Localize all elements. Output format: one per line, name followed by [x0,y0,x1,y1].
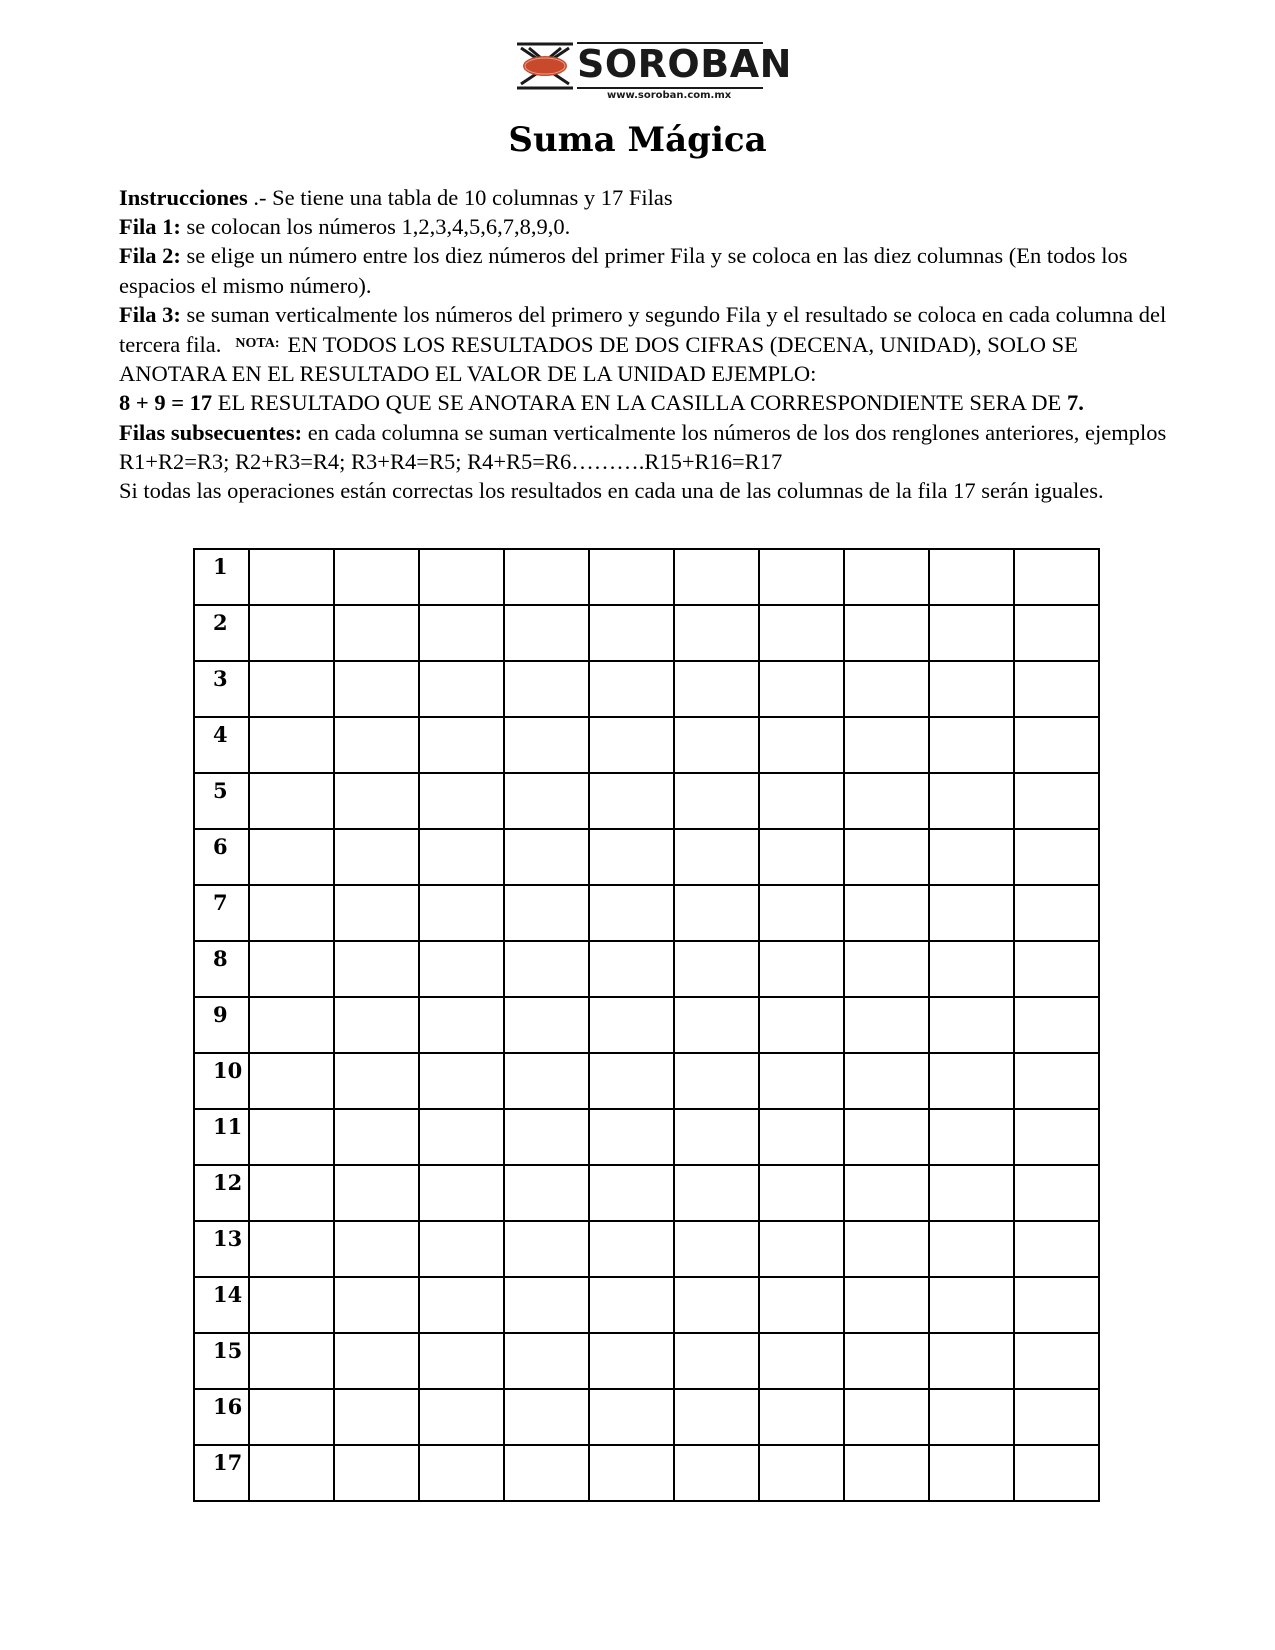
answer-cell[interactable] [589,1277,674,1333]
answer-cell[interactable] [504,1445,589,1501]
answer-cell[interactable] [929,605,1014,661]
answer-cell[interactable] [674,1109,759,1165]
example-text: EL RESULTADO QUE SE ANOTARA EN LA CASILLA CORRESPONDIENTE SERA DE [212,390,1067,416]
answer-cell[interactable] [929,773,1014,829]
answer-cell[interactable] [504,885,589,941]
answer-cell[interactable] [589,661,674,717]
grid-row [194,829,1099,885]
grid-row [194,773,1099,829]
answer-cell[interactable] [419,1109,504,1165]
answer-cell[interactable] [844,885,929,941]
answer-cell[interactable] [249,661,334,717]
answer-cell[interactable] [419,1389,504,1445]
answer-cell[interactable] [759,941,844,997]
answer-cell[interactable] [929,1333,1014,1389]
instructions-fila1 [119,212,1179,241]
grid-row [194,1445,1099,1501]
row-number: 14 [194,1277,249,1333]
answer-cell[interactable] [929,829,1014,885]
subsequent-label: Filas subsecuentes: [119,419,303,445]
example-equation: 8 + 9 = 17 [119,390,213,416]
answer-cell[interactable] [674,605,759,661]
row-number: 3 [194,661,249,717]
answer-cell[interactable] [504,829,589,885]
answer-cell[interactable] [759,1277,844,1333]
instructions-conclusion: Si todas las operaciones están correctas los resultados en cada una de las columnas de la fila 17 serán iguales. [119,478,1104,504]
grid-body [194,549,1099,1501]
answer-cell[interactable] [929,1277,1014,1333]
row-number: 5 [194,773,249,829]
answer-cell[interactable] [929,885,1014,941]
answer-cell[interactable] [419,605,504,661]
answer-cell[interactable] [1014,549,1099,605]
answer-cell[interactable] [759,773,844,829]
answer-cell[interactable] [759,829,844,885]
instructions-fila3 [119,300,1179,389]
row-number: 10 [194,1053,249,1109]
row-number: 16 [194,1389,249,1445]
answer-cell[interactable] [674,1221,759,1277]
answer-cell[interactable] [589,1109,674,1165]
answer-cell[interactable] [759,661,844,717]
answer-cell[interactable] [759,1389,844,1445]
answer-cell[interactable] [929,941,1014,997]
page-title: Suma Mágica [508,120,767,160]
answer-cell[interactable] [249,1333,334,1389]
row-number: 12 [194,1165,249,1221]
soroban-logo [515,40,792,101]
answer-cell[interactable] [759,1445,844,1501]
instructions-example [119,388,1179,417]
answer-cell[interactable] [589,885,674,941]
answer-cell[interactable] [674,1277,759,1333]
answer-cell[interactable] [1014,717,1099,773]
answer-cell[interactable] [674,1165,759,1221]
answer-cell[interactable] [759,717,844,773]
grid-row [194,997,1099,1053]
answer-cell[interactable] [589,941,674,997]
answer-cell[interactable] [249,1221,334,1277]
answer-cell[interactable] [759,885,844,941]
answer-cell[interactable] [504,717,589,773]
answer-cell[interactable] [759,605,844,661]
answer-cell[interactable] [844,1165,929,1221]
answer-cell[interactable] [249,1389,334,1445]
soroban-emblem-icon [515,40,575,92]
answer-cell[interactable] [674,829,759,885]
answer-cell[interactable] [929,1445,1014,1501]
row-number: 11 [194,1109,249,1165]
answer-cell[interactable] [504,773,589,829]
answer-cell[interactable] [1014,1333,1099,1389]
answer-cell[interactable] [674,549,759,605]
grid-row [194,1109,1099,1165]
grid-row [194,1389,1099,1445]
answer-cell[interactable] [589,829,674,885]
fila3-label: Fila 3: [119,301,181,327]
logo-rule-bottom [577,87,763,89]
answer-cell[interactable] [504,1277,589,1333]
answer-cell[interactable] [334,717,419,773]
subsequent-text: en cada columna se suman verticalmente los números de los dos renglones anteriores, ejemplos R1+R2=R3; R2+R3=R4; R3+R4=R5; R4+R5=R6……….R15+R16=R17 [119,419,1167,474]
answer-cell[interactable] [1014,1445,1099,1501]
answer-cell[interactable] [929,661,1014,717]
instructions-subsequent [119,418,1179,476]
answer-cell[interactable] [844,549,929,605]
answer-cell[interactable] [589,1389,674,1445]
answer-cell[interactable] [589,717,674,773]
answer-cell[interactable] [504,997,589,1053]
answer-cell[interactable] [759,1221,844,1277]
answer-cell[interactable] [419,941,504,997]
answer-cell[interactable] [1014,1389,1099,1445]
answer-cell[interactable] [589,1445,674,1501]
answer-cell[interactable] [759,1165,844,1221]
answer-cell[interactable] [504,605,589,661]
row-number: 2 [194,605,249,661]
answer-cell[interactable] [334,1053,419,1109]
row-number: 4 [194,717,249,773]
answer-cell[interactable] [844,605,929,661]
answer-cell[interactable] [249,717,334,773]
answer-cell[interactable] [249,1053,334,1109]
answer-cell[interactable] [504,549,589,605]
answer-cell[interactable] [929,1389,1014,1445]
answer-cell[interactable] [249,605,334,661]
answer-cell[interactable] [504,1109,589,1165]
answer-cell[interactable] [1014,1277,1099,1333]
answer-cell[interactable] [759,997,844,1053]
answer-cell[interactable] [589,549,674,605]
answer-cell[interactable] [589,1165,674,1221]
answer-cell[interactable] [249,549,334,605]
row-number: 15 [194,1333,249,1389]
answer-cell[interactable] [844,829,929,885]
answer-cell[interactable] [419,1333,504,1389]
answer-cell[interactable] [844,1277,929,1333]
answer-cell[interactable] [589,1221,674,1277]
answer-cell[interactable] [419,773,504,829]
answer-cell[interactable] [674,997,759,1053]
answer-cell[interactable] [334,549,419,605]
example-result: 7. [1066,390,1084,416]
answer-cell[interactable] [1014,661,1099,717]
intro-text: .- Se tiene una tabla de 10 columnas y 17 Filas [247,185,673,210]
answer-cell[interactable] [1014,1109,1099,1165]
answer-cell[interactable] [929,997,1014,1053]
answer-cell[interactable] [504,1221,589,1277]
answer-cell[interactable] [759,1109,844,1165]
answer-cell[interactable] [249,1109,334,1165]
answer-cell[interactable] [759,1053,844,1109]
answer-cell[interactable] [419,1165,504,1221]
answer-cell[interactable] [504,941,589,997]
answer-cell[interactable] [1014,773,1099,829]
answer-cell[interactable] [249,997,334,1053]
answer-cell[interactable] [334,1221,419,1277]
row-number: 8 [194,941,249,997]
answer-cell[interactable] [249,941,334,997]
answer-cell[interactable] [674,885,759,941]
answer-cell[interactable] [1014,885,1099,941]
instructions-block [119,183,1179,505]
answer-cell[interactable] [674,773,759,829]
answer-cell[interactable] [249,885,334,941]
answer-cell[interactable] [419,997,504,1053]
fila2-label: Fila 2: [119,243,181,269]
answer-cell[interactable] [844,1333,929,1389]
grid-row [194,1221,1099,1277]
intro-label: Instrucciones [119,185,248,210]
answer-cell[interactable] [504,1389,589,1445]
answer-cell[interactable] [334,941,419,997]
answer-cell[interactable] [674,941,759,997]
answer-cell[interactable] [1014,1053,1099,1109]
answer-cell[interactable] [844,1109,929,1165]
answer-cell[interactable] [334,605,419,661]
answer-cell[interactable] [929,1053,1014,1109]
grid-row [194,885,1099,941]
answer-cell[interactable] [419,885,504,941]
answer-cell[interactable] [844,661,929,717]
answer-cell[interactable] [674,1389,759,1445]
grid-row [194,549,1099,605]
instructions-intro [119,183,1179,212]
nota-label: NOTA: [235,336,280,352]
answer-cell[interactable] [419,1445,504,1501]
answer-cell[interactable] [1014,1221,1099,1277]
answer-cell[interactable] [929,1109,1014,1165]
answer-cell[interactable] [844,1445,929,1501]
answer-cell[interactable] [844,1053,929,1109]
fila1-label: Fila 1: [119,214,181,240]
answer-cell[interactable] [674,1445,759,1501]
answer-cell[interactable] [1014,941,1099,997]
answer-cell[interactable] [589,773,674,829]
answer-cell[interactable] [1014,997,1099,1053]
instructions-fila2 [119,241,1179,299]
answer-cell[interactable] [419,549,504,605]
answer-cell[interactable] [334,1389,419,1445]
answer-cell[interactable] [844,717,929,773]
grid-row [194,1165,1099,1221]
answer-cell[interactable] [504,661,589,717]
answer-cell[interactable] [589,1333,674,1389]
fila2-text: se elige un número entre los diez números del primer Fila y se coloca en las diez columnas (En todos los espacios el mismo número). [119,243,1128,298]
grid-row [194,661,1099,717]
answer-cell[interactable] [674,717,759,773]
grid-row [194,1053,1099,1109]
grid-row [194,605,1099,661]
answer-cell[interactable] [929,549,1014,605]
answer-cell[interactable] [504,1165,589,1221]
grid-row [194,941,1099,997]
suma-magica-grid [193,548,1100,1502]
row-number: 1 [194,549,249,605]
grid-row [194,1277,1099,1333]
answer-cell[interactable] [334,1333,419,1389]
answer-cell[interactable] [674,1333,759,1389]
answer-cell[interactable] [844,1221,929,1277]
answer-cell[interactable] [249,1165,334,1221]
answer-cell[interactable] [249,1445,334,1501]
logo-url: www.soroban.com.mx [607,90,732,101]
answer-cell[interactable] [334,1109,419,1165]
answer-cell[interactable] [589,997,674,1053]
answer-cell[interactable] [929,717,1014,773]
fila1-text: se colocan los números 1,2,3,4,5,6,7,8,9,0. [180,214,571,240]
row-number: 7 [194,885,249,941]
row-number: 17 [194,1445,249,1501]
answer-cell[interactable] [334,997,419,1053]
answer-cell[interactable] [249,829,334,885]
answer-cell[interactable] [844,1389,929,1445]
answer-cell[interactable] [759,549,844,605]
grid-row [194,717,1099,773]
answer-cell[interactable] [249,1277,334,1333]
grid-row [194,1333,1099,1389]
row-number: 6 [194,829,249,885]
answer-cell[interactable] [589,605,674,661]
logo-wordmark: SOROBAN [577,42,792,86]
answer-cell[interactable] [929,1165,1014,1221]
row-number: 13 [194,1221,249,1277]
answer-cell[interactable] [419,1221,504,1277]
fila3-text: se suman verticalmente los números del primero y segundo Fila y el resultado se coloca en cada columna del tercera fila. [119,301,1167,358]
answer-cell[interactable] [1014,605,1099,661]
answer-cell[interactable] [1014,1165,1099,1221]
answer-cell[interactable] [334,1277,419,1333]
answer-cell[interactable] [844,997,929,1053]
answer-cell[interactable] [589,1053,674,1109]
answer-cell[interactable] [1014,829,1099,885]
answer-cell[interactable] [419,661,504,717]
answer-cell[interactable] [674,661,759,717]
answer-cell[interactable] [844,773,929,829]
answer-cell[interactable] [249,773,334,829]
answer-cell[interactable] [419,1053,504,1109]
answer-cell[interactable] [929,1221,1014,1277]
nota-text: EN TODOS LOS RESULTADOS DE DOS CIFRAS (DECENA, UNIDAD), SOLO SE ANOTARA EN EL RESULTADO EL VALOR DE LA UNIDAD EJEMPLO: [119,332,1078,387]
answer-cell[interactable] [334,829,419,885]
answer-cell[interactable] [504,1053,589,1109]
answer-cell[interactable] [419,717,504,773]
answer-cell[interactable] [334,1445,419,1501]
row-number: 9 [194,997,249,1053]
answer-cell[interactable] [419,829,504,885]
answer-cell[interactable] [334,885,419,941]
answer-cell[interactable] [504,1333,589,1389]
answer-cell[interactable] [759,1333,844,1389]
answer-cell[interactable] [334,773,419,829]
answer-cell[interactable] [334,1165,419,1221]
answer-cell[interactable] [674,1053,759,1109]
answer-cell[interactable] [419,1277,504,1333]
answer-cell[interactable] [844,941,929,997]
answer-cell[interactable] [334,661,419,717]
